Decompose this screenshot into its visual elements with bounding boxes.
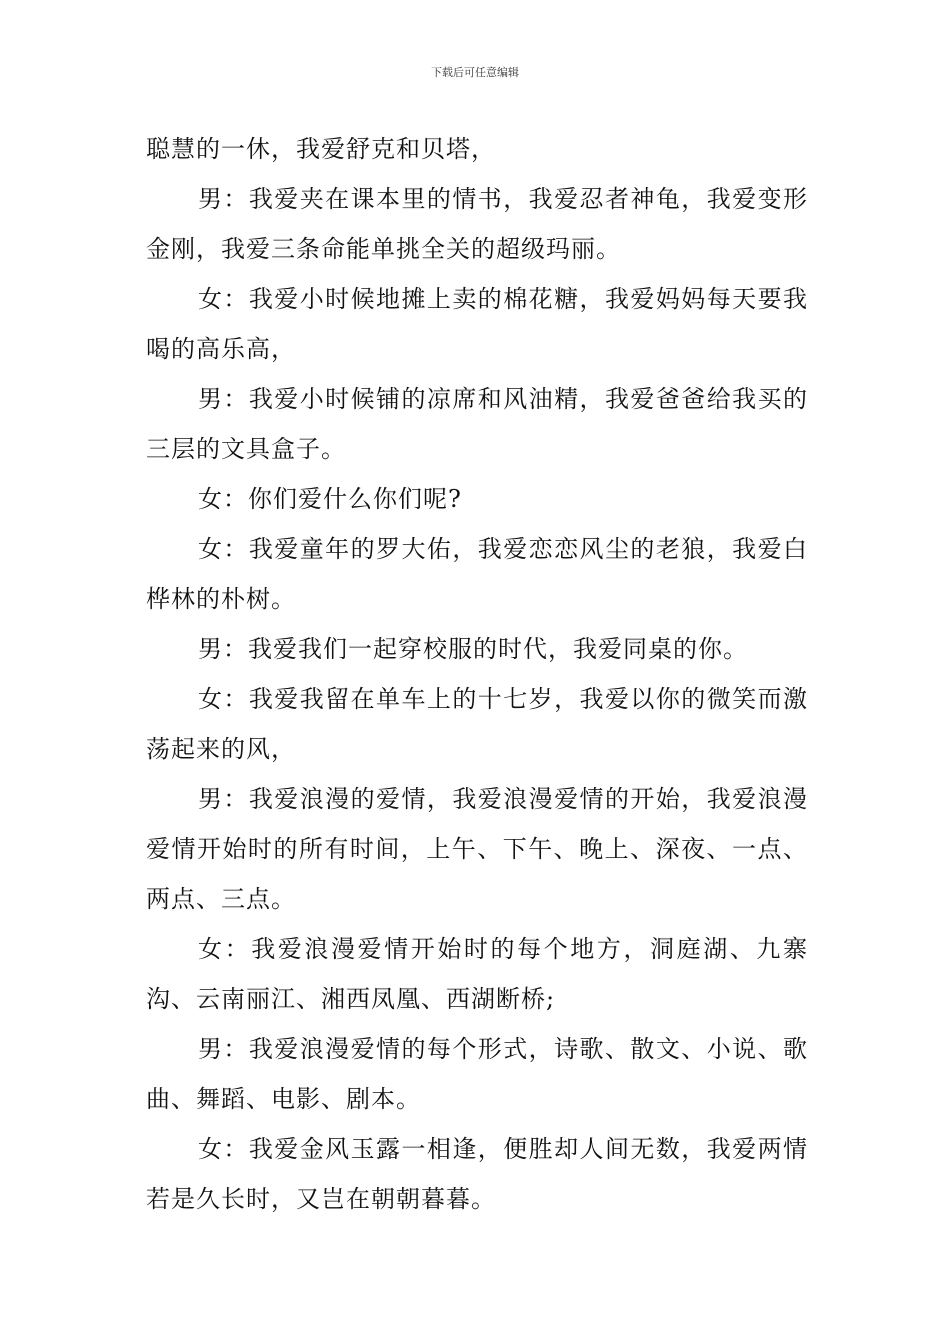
- paragraph: [146, 174, 808, 274]
- paragraph-text: 我爱金风玉露一相逢，便胜却人间无数，我爱两情若是久长时，又岂在朝朝暮暮。: [146, 1135, 809, 1213]
- paragraph: [146, 524, 808, 624]
- speaker-label: 男：: [198, 635, 248, 663]
- paragraph-text: 我爱我留在单车上的十七岁，我爱以你的微笑而激荡起来的风，: [146, 685, 809, 763]
- speaker-label: 男：: [198, 385, 249, 413]
- paragraph: [146, 1124, 808, 1224]
- speaker-label: 女：: [198, 535, 249, 563]
- paragraph: [146, 624, 808, 674]
- paragraph-text: 我爱小时候地摊上卖的棉花糖，我爱妈妈每天要我喝的高乐高，: [146, 285, 809, 363]
- paragraph: [146, 1024, 808, 1124]
- paragraph-text: 我爱童年的罗大佑，我爱恋恋风尘的老狼，我爱白桦林的朴树。: [146, 535, 809, 613]
- paragraph: [146, 474, 808, 524]
- speaker-label: 男：: [198, 185, 249, 213]
- paragraph-text: 我爱夹在课本里的情书，我爱忍者神龟，我爱变形金刚，我爱三条命能单挑全关的超级玛丽。: [146, 185, 809, 263]
- paragraph: [146, 924, 808, 1024]
- paragraph-text: 我爱我们一起穿校服的时代，我爱同桌的你。: [248, 635, 748, 663]
- speaker-label: 男：: [198, 785, 249, 813]
- paragraph-text: 你们爱什么你们呢?: [248, 485, 462, 513]
- speaker-label: 男：: [198, 1035, 249, 1063]
- speaker-label: 女：: [198, 1135, 249, 1163]
- script-body: [146, 124, 808, 1224]
- paragraph-text: 我爱小时候铺的凉席和风油精，我爱爸爸给我买的三层的文具盒子。: [146, 385, 809, 463]
- speaker-label: 女：: [198, 485, 248, 513]
- paragraph: [146, 774, 808, 924]
- paragraph: [146, 674, 808, 774]
- header-note: 下载后可任意编辑: [431, 66, 519, 79]
- paragraph: [146, 124, 808, 174]
- speaker-label: 女：: [198, 935, 252, 963]
- paragraph-text: 聪慧的一休，我爱舒克和贝塔，: [146, 135, 496, 163]
- paragraph-text: 我爱浪漫爱情开始时的每个地方，洞庭湖、九寨沟、云南丽江、湘西凤凰、西湖断桥;: [146, 935, 809, 1013]
- speaker-label: 女：: [198, 285, 249, 313]
- paragraph: [146, 374, 808, 474]
- speaker-label: 女：: [198, 685, 249, 713]
- paragraph-text: 我爱浪漫爱情的每个形式，诗歌、散文、小说、歌曲、舞蹈、电影、剧本。: [146, 1035, 809, 1113]
- paragraph-text: 我爱浪漫的爱情，我爱浪漫爱情的开始，我爱浪漫爱情开始时的所有时间，上午、下午、晚上、深夜、一点、两点、三点。: [146, 785, 809, 913]
- paragraph: [146, 274, 808, 374]
